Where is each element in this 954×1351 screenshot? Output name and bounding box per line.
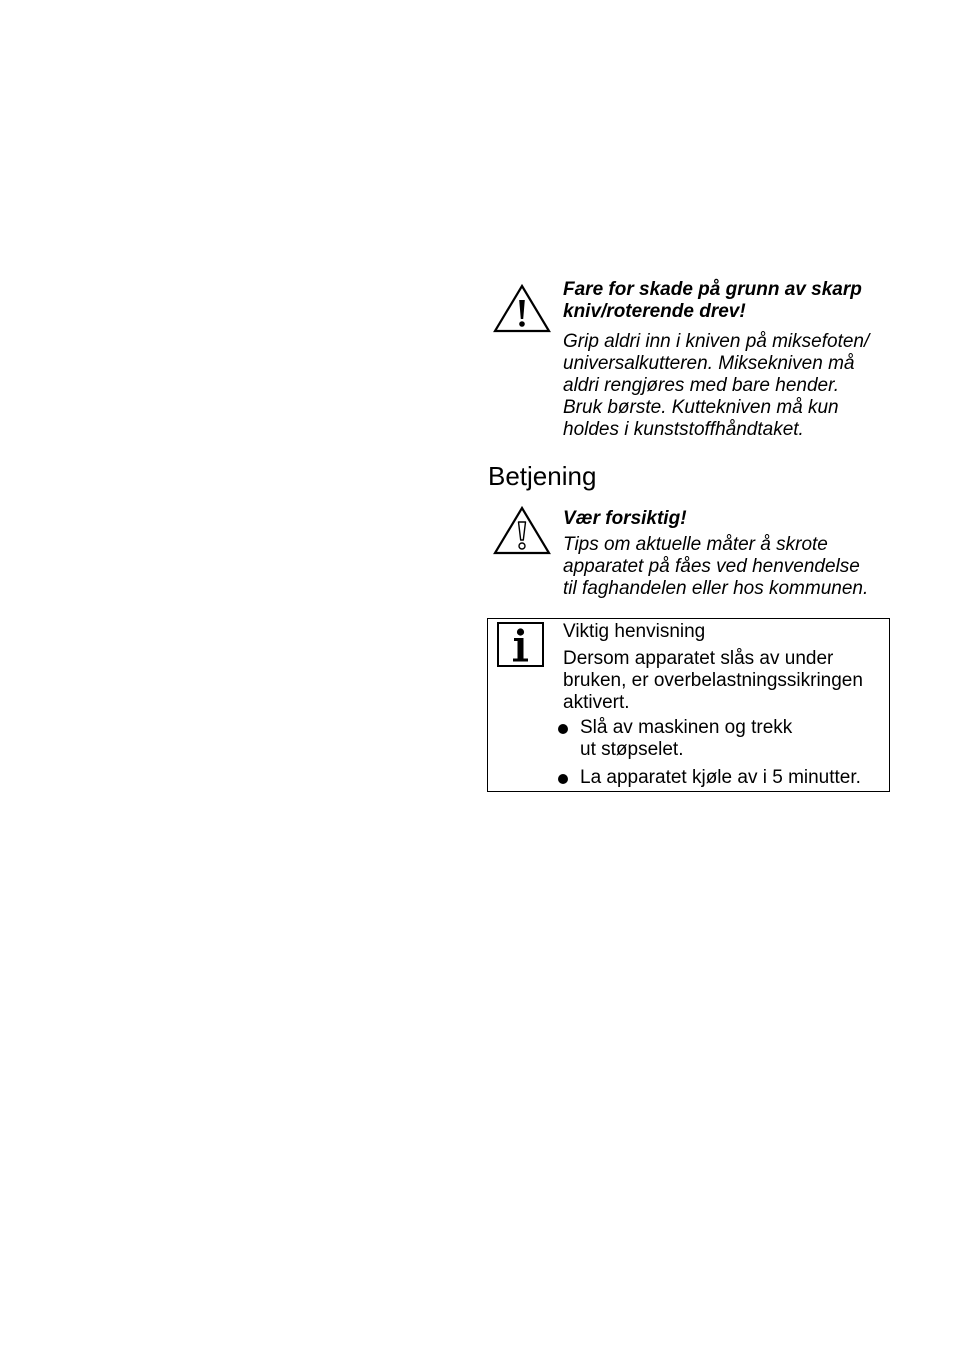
notice-text-line: bruken, er overbelastningssikringen [563, 670, 863, 691]
caution-warning-title: Vær forsiktig! [563, 508, 687, 529]
section-heading: Betjening [488, 461, 597, 491]
notice-text-line: aktivert. [563, 692, 630, 713]
caution-warning-text-line: Tips om aktuelle måter å skrote [563, 534, 828, 555]
list-item-line: La apparatet kjøle av i 5 minutter. [580, 767, 861, 788]
notice-text-line: Dersom apparatet slås av under [563, 648, 834, 669]
danger-warning-text-line: aldri rengjøres med bare hender. [563, 375, 839, 396]
danger-warning-title-line: kniv/roterende drev! [563, 301, 746, 322]
notice-title: Viktig henvisning [563, 621, 706, 642]
caution-warning-text-line: til faghandelen eller hos kommunen. [563, 578, 869, 599]
list-item-line: Slå av maskinen og trekk [580, 717, 793, 738]
info-icon [497, 622, 544, 667]
bullet-icon [558, 724, 568, 734]
danger-warning-text-line: Grip aldri inn i kniven på miksefoten/ [563, 331, 870, 352]
bullet-icon [558, 774, 568, 784]
notice-text [563, 648, 883, 714]
warning-exclamation-icon [493, 284, 551, 334]
warning-caution-icon [493, 506, 551, 556]
caution-warning-text-line: apparatet på fåes ved henvendelse [563, 556, 860, 577]
danger-warning-text-line: holdes i kunststoffhåndtaket. [563, 419, 804, 440]
list-item-line: ut støpselet. [580, 739, 684, 760]
danger-warning-title [563, 279, 903, 323]
danger-warning-text-line: universalkutteren. Miksekniven må [563, 353, 855, 374]
danger-warning-text [563, 331, 903, 441]
list-item [580, 767, 861, 789]
caution-warning-text [563, 534, 903, 600]
danger-warning-title-line: Fare for skade på grunn av skarp [563, 279, 862, 300]
danger-warning-text-line: Bruk børste. Kuttekniven må kun [563, 397, 839, 418]
list-item [580, 717, 792, 761]
